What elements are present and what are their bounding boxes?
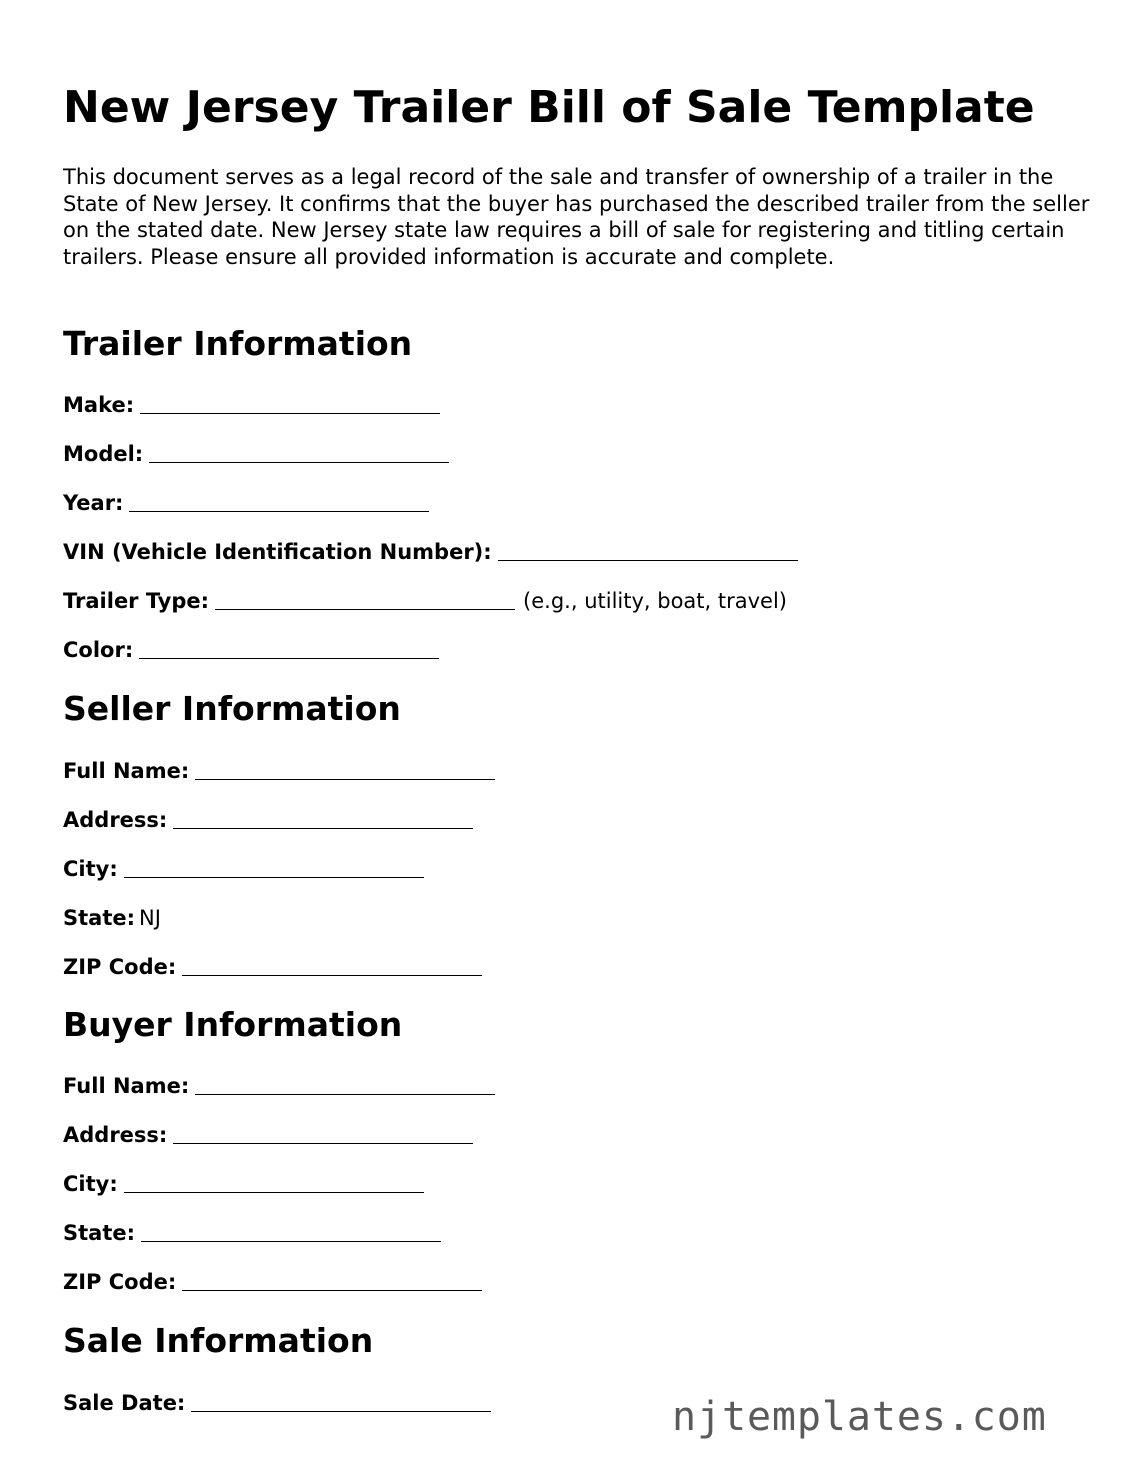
make-input-line[interactable] — [140, 393, 440, 414]
make-label: Make: — [63, 393, 135, 417]
buyer-city-field — [63, 1170, 424, 1198]
seller-address-input-line[interactable] — [173, 808, 473, 829]
sale-date-label: Sale Date: — [63, 1391, 186, 1415]
vin-field — [63, 538, 798, 566]
vin-label: VIN (Vehicle Identification Number): — [63, 540, 492, 564]
buyer-city-label: City: — [63, 1172, 118, 1196]
buyer-address-input-line[interactable] — [173, 1123, 473, 1144]
model-field — [63, 440, 449, 468]
buyer-state-input-line[interactable] — [141, 1221, 441, 1242]
buyer-section-heading: Buyer Information — [63, 1005, 403, 1044]
seller-zip-input-line[interactable] — [182, 955, 482, 976]
seller-state-label: State: — [63, 906, 136, 930]
seller-address-field — [63, 806, 473, 834]
seller-zip-label: ZIP Code: — [63, 955, 177, 979]
year-field — [63, 489, 429, 517]
buyer-state-field — [63, 1219, 441, 1247]
site-watermark: njtemplates.com — [672, 1394, 1047, 1440]
buyer-zip-input-line[interactable] — [182, 1270, 482, 1291]
vin-input-line[interactable] — [498, 540, 798, 561]
buyer-state-label: State: — [63, 1221, 136, 1245]
color-input-line[interactable] — [139, 638, 439, 659]
document-title: New Jersey Trailer Bill of Sale Template — [63, 82, 1035, 133]
seller-state-value: NJ — [139, 906, 161, 930]
seller-city-input-line[interactable] — [124, 857, 424, 878]
seller-address-label: Address: — [63, 808, 168, 832]
seller-city-field — [63, 855, 424, 883]
trailer-type-note: (e.g., utility, boat, travel) — [523, 589, 787, 613]
buyer-name-label: Full Name: — [63, 1074, 190, 1098]
intro-paragraph: This document serves as a legal record of the sale and transfer of ownership of a trailer in the State of New Jersey. It confirms that the buyer has purchased the described trailer from the seller on the stated date. New Jersey state law requires a bill of sale for registering and titling certain trailers. Please ensure all provided information is accurate and complete. — [63, 165, 1090, 269]
year-label: Year: — [63, 491, 124, 515]
buyer-zip-label: ZIP Code: — [63, 1270, 177, 1294]
seller-name-field — [63, 757, 495, 785]
buyer-name-field — [63, 1072, 495, 1100]
color-field — [63, 636, 439, 664]
seller-zip-field — [63, 953, 482, 981]
sale-date-input-line[interactable] — [191, 1391, 491, 1412]
buyer-city-input-line[interactable] — [124, 1172, 424, 1193]
color-label: Color: — [63, 638, 134, 662]
make-field — [63, 391, 440, 419]
trailer-type-label: Trailer Type: — [63, 589, 210, 613]
seller-section-heading: Seller Information — [63, 689, 401, 728]
sale-section-heading: Sale Information — [63, 1321, 374, 1360]
year-input-line[interactable] — [129, 491, 429, 512]
seller-name-label: Full Name: — [63, 759, 190, 783]
seller-state-field — [63, 904, 161, 932]
buyer-address-label: Address: — [63, 1123, 168, 1147]
trailer-section-heading: Trailer Information — [63, 324, 413, 363]
trailer-type-field — [63, 587, 787, 615]
trailer-type-input-line[interactable] — [215, 589, 515, 610]
sale-date-field — [63, 1389, 491, 1417]
buyer-zip-field — [63, 1268, 482, 1296]
buyer-name-input-line[interactable] — [195, 1074, 495, 1095]
seller-city-label: City: — [63, 857, 118, 881]
model-label: Model: — [63, 442, 144, 466]
seller-name-input-line[interactable] — [195, 759, 495, 780]
buyer-address-field — [63, 1121, 473, 1149]
model-input-line[interactable] — [149, 442, 449, 463]
